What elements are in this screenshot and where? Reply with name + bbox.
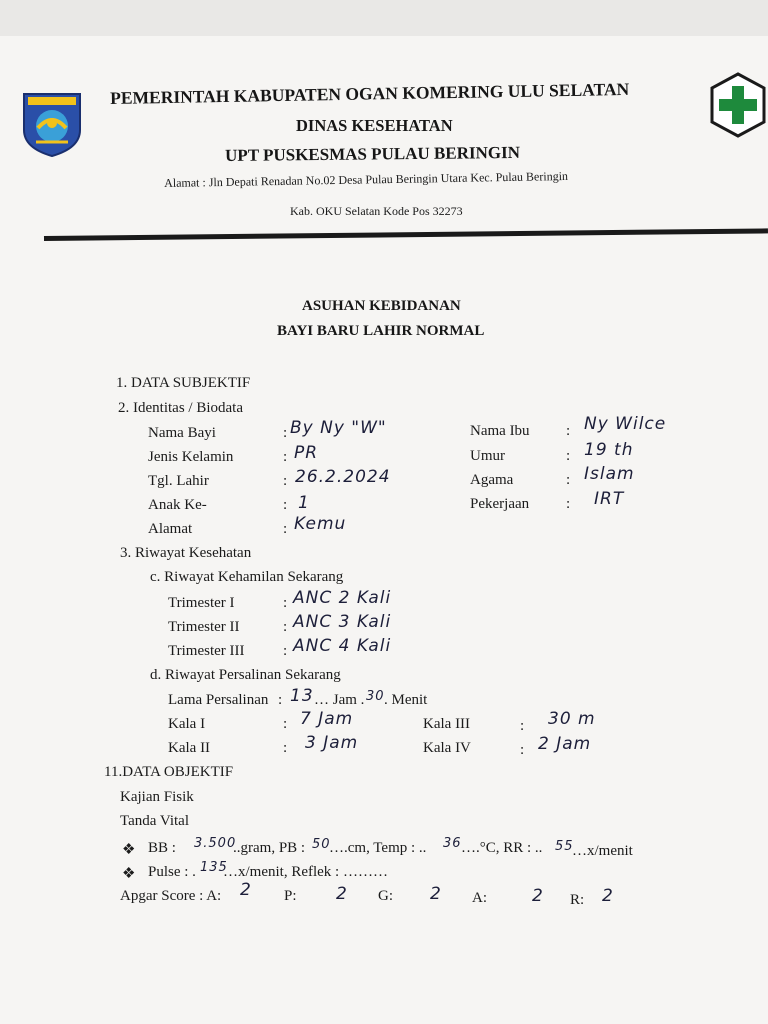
colon: : xyxy=(283,595,288,611)
label-jenis-kelamin: Jenis Kelamin xyxy=(148,449,234,465)
label-pekerjaan: Pekerjaan xyxy=(470,496,530,512)
label-alamat: Alamat xyxy=(148,521,193,537)
label-cm-temp: ….cm, Temp : .. xyxy=(329,840,427,856)
section-identitas: 2. Identitas / Biodata xyxy=(118,400,243,416)
header-government: PEMERINTAH KABUPATEN OGAN KOMERING ULU SELATAN xyxy=(110,78,630,108)
label-apgar-score: Apgar Score : A: xyxy=(120,888,222,904)
section-riwayat-kesehatan: 3. Riwayat Kesehatan xyxy=(120,545,252,561)
label-apgar-p: P: xyxy=(284,888,297,904)
value-temp: 36 xyxy=(443,836,462,851)
value-agama: Islam xyxy=(584,464,635,484)
colon: : xyxy=(566,423,571,439)
header-divider xyxy=(44,228,768,241)
colon: : xyxy=(566,472,571,488)
colon: : xyxy=(283,449,288,465)
value-apgar-a2: 2 xyxy=(532,886,544,906)
colon: : xyxy=(566,496,571,512)
label-apgar-a2: A: xyxy=(472,890,487,906)
value-kala-2: 3 Jam xyxy=(305,733,359,753)
value-apgar-a: 2 xyxy=(240,880,252,900)
label-trimester-3: Trimester III xyxy=(168,643,245,659)
label-jam: … Jam . xyxy=(314,692,365,708)
value-anak-ke: 1 xyxy=(298,493,310,513)
value-lama-menit: 30 xyxy=(366,689,385,704)
label-nama-ibu: Nama Ibu xyxy=(470,423,530,439)
value-pekerjaan: IRT xyxy=(594,489,625,509)
value-apgar-r: 2 xyxy=(602,886,614,906)
section-data-objektif: 11.DATA OBJEKTIF xyxy=(104,764,234,780)
health-cross-logo-icon xyxy=(708,70,768,140)
regency-emblem-icon xyxy=(20,90,84,158)
value-nama-bayi: By Ny "W" xyxy=(290,418,387,438)
label-tanda-vital: Tanda Vital xyxy=(120,813,190,829)
label-lama-persalinan: Lama Persalinan xyxy=(168,692,269,708)
colon: : xyxy=(566,448,571,464)
colon: : xyxy=(283,521,288,537)
label-kala-1: Kala I xyxy=(168,716,206,732)
label-kala-3: Kala III xyxy=(423,716,471,732)
label-trimester-1: Trimester I xyxy=(168,595,235,611)
section-riwayat-persalinan: d. Riwayat Persalinan Sekarang xyxy=(150,667,341,683)
label-kala-2: Kala II xyxy=(168,740,211,756)
value-tgl-lahir: 26.2.2024 xyxy=(295,467,391,487)
value-pb: 50 xyxy=(312,837,331,852)
label-apgar-g: G: xyxy=(378,888,393,904)
section-data-subjektif: 1. DATA SUBJEKTIF xyxy=(116,375,251,391)
value-apgar-p: 2 xyxy=(336,884,348,904)
colon: : xyxy=(520,718,525,734)
value-trimester-2: ANC 3 Kali xyxy=(293,612,392,632)
section-riwayat-kehamilan: c. Riwayat Kehamilan Sekarang xyxy=(150,569,344,585)
colon: : xyxy=(283,716,288,732)
value-alamat: Kemu xyxy=(294,514,347,534)
header-address: Alamat : Jln Depati Renadan No.02 Desa Pulau Beringin Utara Kec. Pulau Beringin xyxy=(164,168,569,190)
value-kala-4: 2 Jam xyxy=(538,734,592,754)
header-puskesmas: UPT PUSKESMAS PULAU BERINGIN xyxy=(225,142,521,165)
value-trimester-1: ANC 2 Kali xyxy=(293,588,392,608)
colon: : xyxy=(283,473,288,489)
value-jenis-kelamin: PR xyxy=(294,443,319,463)
label-menit: . Menit xyxy=(384,692,428,708)
value-bb: 3.500 xyxy=(194,836,237,851)
label-bb: BB : xyxy=(148,840,176,856)
header-department: DINAS KESEHATAN xyxy=(296,116,453,135)
label-pulse: Pulse : . xyxy=(148,864,196,880)
label-pulse-reflek: …x/menit, Reflek : ……… xyxy=(223,864,388,880)
colon: : xyxy=(283,740,288,756)
colon: : xyxy=(278,692,283,708)
label-anak-ke: Anak Ke- xyxy=(148,497,207,513)
label-kala-4: Kala IV xyxy=(423,740,471,756)
label-kajian-fisik: Kajian Fisik xyxy=(120,789,194,805)
value-apgar-g: 2 xyxy=(430,884,442,904)
form-title: ASUHAN KEBIDANAN xyxy=(302,298,461,314)
label-rr-unit: …x/menit xyxy=(572,843,633,859)
bullet-icon: ❖ xyxy=(122,866,136,882)
colon: : xyxy=(283,643,288,659)
colon: : xyxy=(520,742,525,758)
label-umur: Umur xyxy=(470,448,505,464)
label-trimester-2: Trimester II xyxy=(168,619,240,635)
value-rr: 55 xyxy=(555,839,574,854)
value-pulse: 135 xyxy=(200,860,228,875)
value-lama-jam: 13 xyxy=(290,686,314,706)
colon: : xyxy=(283,619,288,635)
label-c-rr: ….°C, RR : .. xyxy=(461,840,543,856)
scan-shadow xyxy=(0,0,768,36)
value-nama-ibu: Ny Wilce xyxy=(584,414,667,434)
label-gram-pb: ..gram, PB : xyxy=(233,840,306,856)
form-subtitle: BAYI BARU LAHIR NORMAL xyxy=(277,323,485,339)
value-trimester-3: ANC 4 Kali xyxy=(293,636,392,656)
value-kala-3: 30 m xyxy=(548,709,596,729)
label-agama: Agama xyxy=(470,472,514,488)
value-umur: 19 th xyxy=(584,440,634,460)
label-apgar-r: R: xyxy=(570,892,585,908)
bullet-icon: ❖ xyxy=(122,842,136,858)
label-tgl-lahir: Tgl. Lahir xyxy=(148,473,209,489)
header-address-postal: Kab. OKU Selatan Kode Pos 32273 xyxy=(290,204,463,218)
value-kala-1: 7 Jam xyxy=(300,709,354,729)
colon: : xyxy=(283,425,288,441)
colon: : xyxy=(283,497,288,513)
label-nama-bayi: Nama Bayi xyxy=(148,425,216,441)
